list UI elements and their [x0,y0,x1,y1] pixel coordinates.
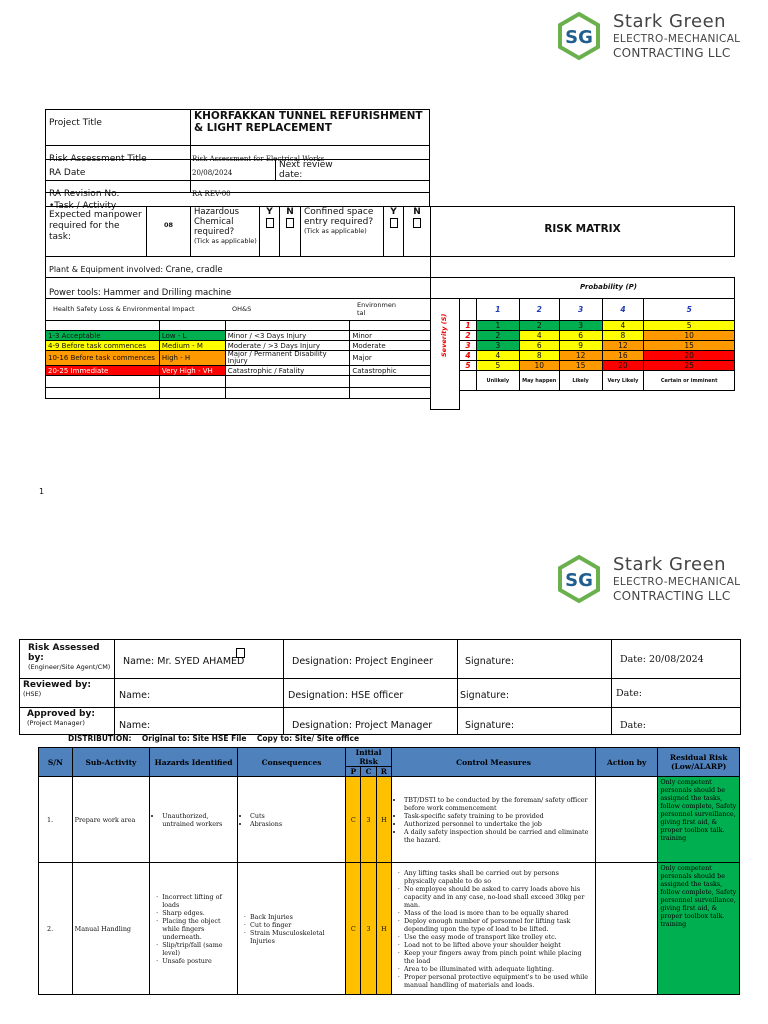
legend-row [46,366,431,376]
matrix-row [460,341,735,351]
risk-matrix-title: RISK MATRIX [544,223,621,235]
assessed-checkbox[interactable] [236,648,245,658]
company-logo [555,12,740,60]
matrix-cell: 9 [559,341,602,351]
list-item: · Deploy enough number of personnel for lifting task depending upon the type of load to be lifted. [404,917,593,933]
approved-designation-cell: Designation: Project Manager [283,707,458,735]
col-consequences: Consequences [237,748,345,777]
sg-logo-icon [555,12,603,60]
matrix-row [460,361,735,371]
col-hazards: Hazards Identified [150,748,238,777]
col-residual-risk: Residual Risk (Low/ALARP) [658,748,740,777]
col-initial-risk: Initial Risk [346,748,392,767]
project-title-value: KHORFAKKAN TUNNEL REFURISHMENT & LIGHT REPLACEMENT [194,110,423,134]
confined-label-cell: Confined space entry required? (Tick as applicable) [300,206,384,257]
matrix-cell: 5 [476,361,519,371]
severity-value: 1 [460,321,477,331]
risk-assessment-table [38,747,740,995]
matrix-cell: 4 [602,321,644,331]
ra-revision-label-cell: RA Revision No. [45,180,191,193]
list-item: • Task-specific safety training to be provided [404,812,593,820]
matrix-cell: 12 [559,351,602,361]
table-row [39,777,740,863]
reviewed-signature-cell[interactable]: Signature: [457,678,612,708]
col-sn: S/N [39,748,73,777]
matrix-row [460,351,735,361]
reviewed-designation-cell: Designation: HSE officer [283,678,458,708]
list-item: · Strain Musculoskeletal Injuries [250,929,343,945]
logo2-line-1: Stark Green [613,553,727,575]
matrix-cell: 4 [519,331,559,341]
project-title-label-cell: Project Title [45,109,191,146]
probability-header-2: 2 [519,299,559,321]
list-item: · Keep your fingers away from pinch point while placing the load [404,949,593,965]
hazardous-label-cell: Hazardous Chemical required? (Tick as applicable) [190,206,260,257]
legend-row [46,341,431,351]
confined-y-checkbox[interactable] [390,218,398,228]
list-item: · Any lifting tasks shall be carried out by persons physically capable to do so [404,869,593,885]
likelihood-label: May happen [519,371,559,391]
hazardous-y-cell[interactable]: Y [259,206,280,257]
likelihood-label: Very Likely [602,371,644,391]
manpower-label-cell: Expected manpower required for the task: [45,206,147,257]
ra-date-label-cell: RA Date [45,159,191,181]
approved-name-cell: Name: [114,707,284,735]
matrix-cell: 5 [644,321,735,331]
risk-matrix-title-cell [430,206,735,257]
hazardous-n-cell[interactable]: N [279,206,301,257]
matrix-cell: 15 [559,361,602,371]
row-sub-activity: Prepare work area [72,777,150,863]
sg-logo-icon-2 [555,555,603,603]
power-tools-cell: Power tools: Hammer and Drilling machine [45,277,431,299]
company-logo-2 [555,555,740,603]
svg-text:SG: SG [565,27,593,48]
col-control-measures: Control Measures [392,748,596,777]
assessed-by-label-cell: Risk Assessed by: (Engineer/Site Agent/CM) [19,639,115,679]
severity-label: Severity (S) [430,298,460,410]
assessed-designation-cell: Designation: Project Engineer [283,639,458,679]
list-item: • TBT/DSTI to be conducted by the foreman/ safety officer before work commencement [404,796,593,812]
probability-label-cell: Probability (P) [430,277,735,299]
probability-header-3: 3 [559,299,602,321]
legend-ohs: Major / Permanent Disability Injury [225,351,350,366]
row-residual: Only competent personals should be assigned the tasks, follow complete, Safety personnel surveillance, giving first aid, & proper toolbox talk. training [658,863,740,995]
severity-value: 4 [460,351,477,361]
ra-title-label-cell: Risk Assessment Title [45,145,191,160]
row-hazards [150,777,238,863]
legend-row [46,351,431,366]
matrix-cell: 12 [602,341,644,351]
plant-value: Crane, cradle [165,265,223,275]
row-controls [392,863,596,995]
col-r: R [376,767,391,777]
impact-header-cell: Health Safety Loss & Environmental Impact OH&S Environmen tal [45,298,431,320]
legend-env: Moderate [350,341,431,351]
legend-level: Very High - VH [159,366,225,376]
list-item: · Load not to be lifted above your shoulder height [404,941,593,949]
row-action-by [596,863,658,995]
matrix-row [460,321,735,331]
col-p: P [346,767,361,777]
legend-level: High - H [159,351,225,366]
legend-range: 1-3 Acceptable [46,331,160,341]
probability-header-4: 4 [602,299,644,321]
row-sn: 2. [39,863,73,995]
plant-equipment-cell: Plant & Equipment involved: Crane, cradle [45,256,431,278]
logo2-line-2: ELECTRO-MECHANICAL [613,575,741,588]
likelihood-label: Likely [559,371,602,391]
reviewed-by-label-cell: Reviewed by: (HSE) [19,678,115,708]
legend-range: 20-25 Immediate [46,366,160,376]
row-consequences [237,777,345,863]
list-item: · Area to be illuminated with adequate lighting. [404,965,593,973]
matrix-cell: 20 [602,361,644,371]
severity-value: 5 [460,361,477,371]
probability-header-5: 5 [644,299,735,321]
legend-row [46,331,431,341]
list-item: · Back Injuries [250,913,343,921]
row-r: H [376,863,391,995]
ra-title-value-cell: Risk Assessment for Electrical Works [190,145,430,160]
matrix-cell: 10 [644,331,735,341]
legend-ohs: Minor / <3 Days Injury [225,331,350,341]
approved-signature-cell[interactable]: Signature: [457,707,612,735]
row-controls [392,777,596,863]
svg-text:SG: SG [565,570,593,591]
page-number: 1 [39,487,45,496]
task-activity-cell: •Task / Activity [45,192,430,207]
row-p: C [346,863,361,995]
logo-line-1: Stark Green [613,10,727,32]
legend-level: Medium - M [159,341,225,351]
list-item: · Slip/trip/fall (same level) [162,941,235,957]
hazardous-n-checkbox[interactable] [286,218,294,228]
list-item: • Abrasions [250,820,343,828]
list-item: • A daily safety inspection should be carried and eliminate the hazard. [404,828,593,844]
list-item: · Incorrect lifting of loads [162,893,235,909]
matrix-cell: 15 [644,341,735,351]
hazardous-y-checkbox[interactable] [266,218,274,228]
list-item: · Mass of the load is more than to be equally shared [404,909,593,917]
col-action-by: Action by [596,748,658,777]
list-item: · No employee should be asked to carry loads above his capacity and in any case, no-load shall exceed 30kg per man. [404,885,593,909]
table-row [39,863,740,995]
legend-env: Catastrophic [350,366,431,376]
confined-n-checkbox[interactable] [413,218,421,228]
row-c: 3 [361,863,376,995]
assessed-date-cell: Date: 20/08/2024 [611,639,741,679]
row-p: C [346,777,361,863]
logo2-line-3: CONTRACTING LLC [613,588,731,603]
probability-header-1: 1 [476,299,519,321]
matrix-cell: 8 [602,331,644,341]
matrix-cell: 16 [602,351,644,361]
list-item: · Unsafe posture [162,957,235,965]
assessed-name: Name: Mr. SYED AHAMED [123,656,245,667]
legend-env: Major [350,351,431,366]
legend-range: 10-16 Before task commences [46,351,160,366]
next-review-cell: Next review date: [275,159,430,181]
logo-line-3: CONTRACTING LLC [613,45,731,60]
row-hazards [150,863,238,995]
reviewed-date-cell: Date: [611,678,741,708]
list-item: • Unauthorized, untrained workers [162,812,235,828]
legend-level: Low - L [159,331,225,341]
matrix-row [460,331,735,341]
risk-matrix-table [459,298,735,391]
row-consequences [237,863,345,995]
severity-value: 2 [460,331,477,341]
matrix-cell: 10 [519,361,559,371]
matrix-cell: 2 [519,321,559,331]
matrix-cell: 2 [476,331,519,341]
project-title-value-cell [190,109,430,146]
list-item: · Placing the object while fingers underneath. [162,917,235,941]
row-sub-activity: Manual Handling [72,863,150,995]
approved-date-cell: Date: [611,707,741,735]
reviewed-name-cell: Name: [114,678,284,708]
matrix-cell: 1 [476,321,519,331]
legend-ohs: Catastrophic / Fatality [225,366,350,376]
manpower-value-cell: 08 [146,206,191,257]
assessed-signature-cell[interactable]: Signature: [457,639,612,679]
matrix-cell: 6 [559,331,602,341]
matrix-cell: 20 [644,351,735,361]
list-item: · Sharp edges. [162,909,235,917]
matrix-cell: 3 [476,341,519,351]
likelihood-label: Certain or imminent [644,371,735,391]
likelihood-label: Unlikely [476,371,519,391]
list-item: • Authorized personnel to undertake the job [404,820,593,828]
logo-line-2: ELECTRO-MECHANICAL [613,32,741,45]
list-item: · Proper personal protective equipment's to be used while manual handling of materials and loads. [404,973,593,989]
impact-legend-table [45,320,431,399]
row-sn: 1. [39,777,73,863]
list-item: · Use the easy mode of transport like trolley etc. [404,933,593,941]
ra-date-value-cell: 20/08/2024 [190,159,276,181]
ra-revision-value-cell: RA REV-00 [190,180,430,193]
matrix-cell: 8 [519,351,559,361]
row-r: H [376,777,391,863]
col-c: C [361,767,376,777]
row-c: 3 [361,777,376,863]
matrix-cell: 6 [519,341,559,351]
col-sub-activity: Sub-Activity [72,748,150,777]
legend-ohs: Moderate / >3 Days Injury [225,341,350,351]
confined-y-cell[interactable]: Y [383,206,404,257]
matrix-cell: 3 [559,321,602,331]
approved-by-label-cell: Approved by: (Project Manager) [19,707,115,735]
matrix-cell: 25 [644,361,735,371]
row-action-by [596,777,658,863]
distribution-line: DISTRIBUTION: Original to: Site HSE File Copy to: Site/ Site office [68,734,360,743]
severity-value: 3 [460,341,477,351]
list-item: • Cuts [250,812,343,820]
legend-range: 4-9 Before task commences [46,341,160,351]
assessed-name-cell [114,639,284,679]
confined-n-cell[interactable]: N [403,206,431,257]
row-residual: Only competent personals should be assigned the tasks, follow complete, Safety personnel surveillance, giving first aid, & proper toolbox talk. training [658,777,740,863]
list-item: · Cut to finger [250,921,343,929]
legend-env: Minor [350,331,431,341]
matrix-cell: 4 [476,351,519,361]
